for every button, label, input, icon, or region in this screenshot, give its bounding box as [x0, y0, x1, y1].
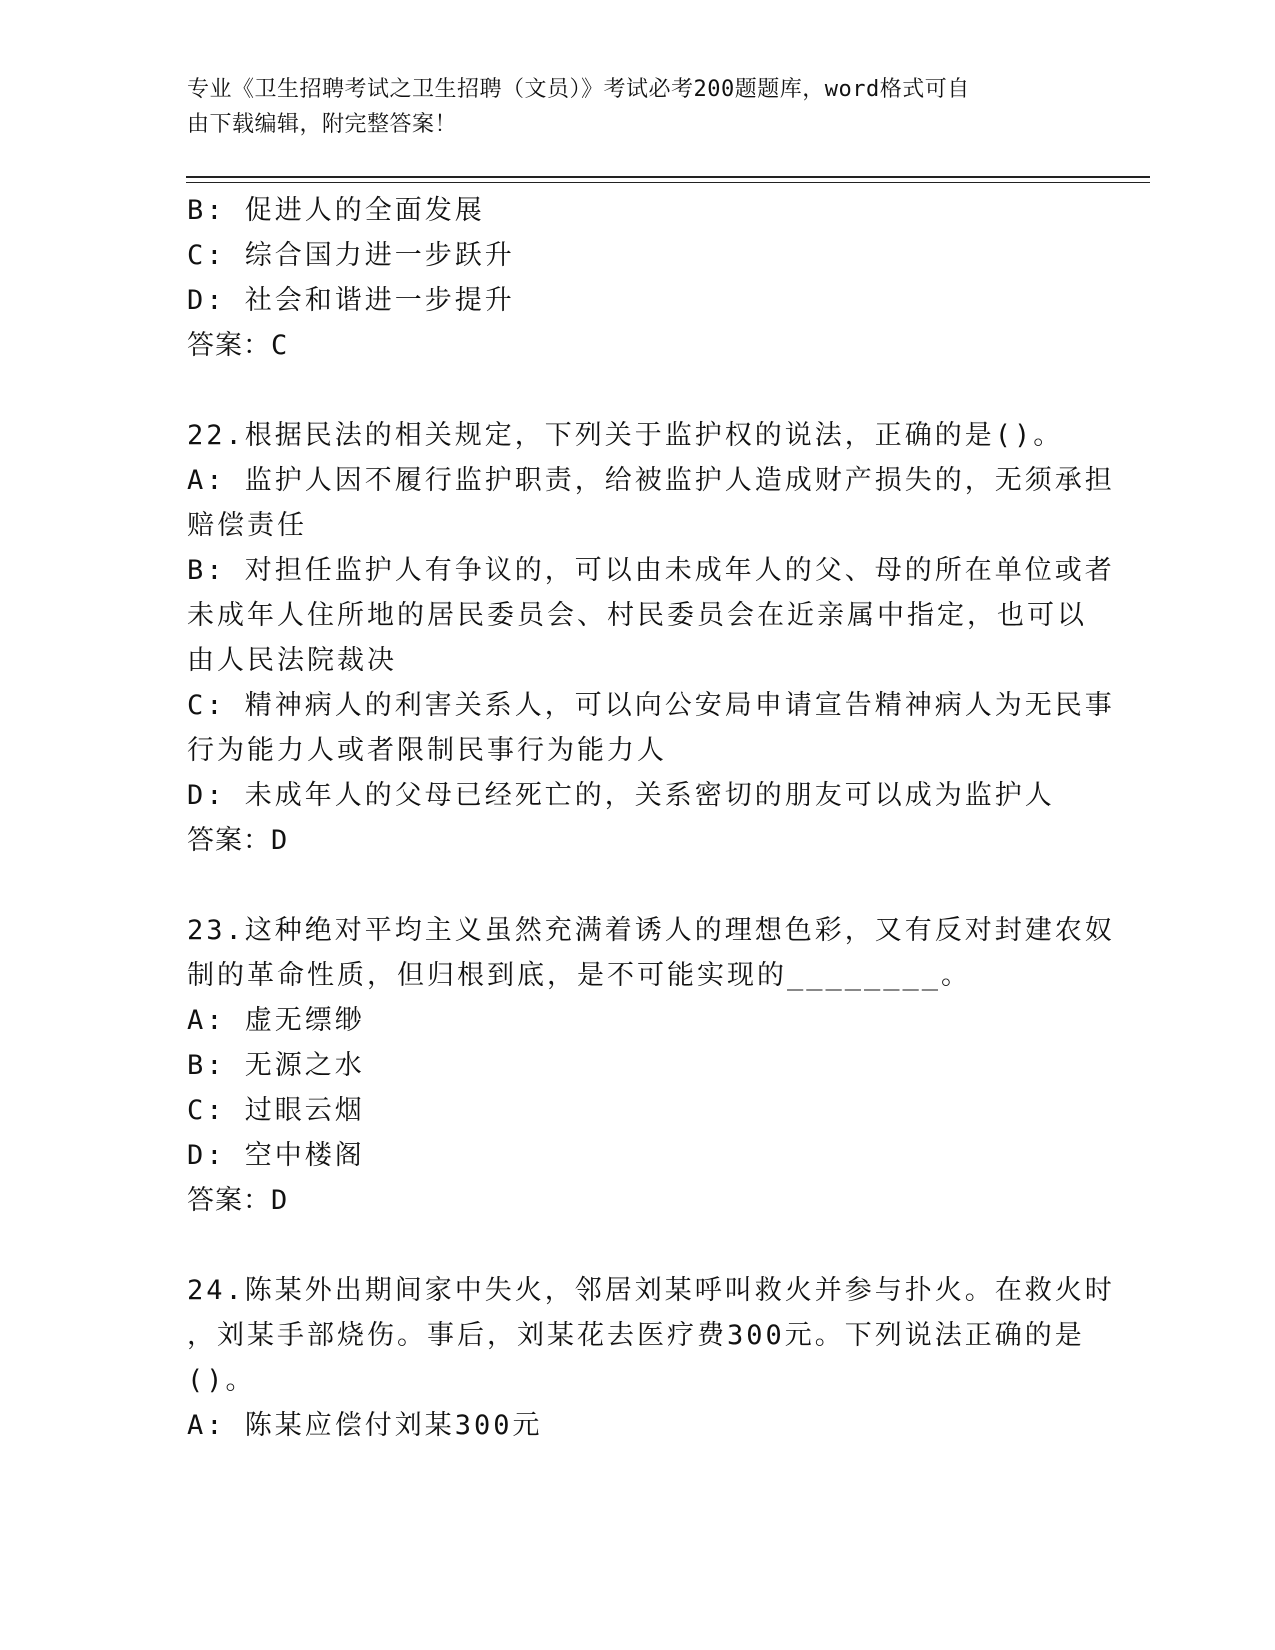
question-stem-cont: ，刘某手部烧伤。事后，刘某花去医疗费300元。下列说法正确的是 [187, 1320, 1085, 1351]
option-a: A: 虚无缥缈 [187, 1005, 365, 1036]
answer: 答案：D [187, 1185, 289, 1216]
header-line-1: 专业《卫生招聘考试之卫生招聘（文员）》考试必考200题题库，word格式可自 [187, 77, 970, 102]
option-b: B: 无源之水 [187, 1050, 365, 1081]
answer: 答案：D [187, 825, 289, 856]
option-b: B: 对担任监护人有争议的，可以由未成年人的父、母的所在单位或者 [187, 555, 1115, 586]
question-23 [187, 908, 1115, 1223]
question-24 [187, 1268, 1115, 1448]
header-divider-thin [186, 182, 1150, 183]
option-c: C: 精神病人的利害关系人，可以向公安局申请宣告精神病人为无民事 [187, 690, 1115, 721]
question-stem: 24.陈某外出期间家中失火，邻居刘某呼叫救火并参与扑火。在救火时 [187, 1275, 1115, 1306]
option-b: B: 促进人的全面发展 [187, 195, 485, 226]
question-stem-cont: 制的革命性质，但归根到底，是不可能实现的________。 [187, 960, 972, 991]
option-a: A: 监护人因不履行监护职责，给被监护人造成财产损失的，无须承担 [187, 465, 1115, 496]
option-b-cont: 未成年人住所地的居民委员会、村民委员会在近亲属中指定，也可以 [187, 600, 1087, 631]
option-a-cont: 赔偿责任 [187, 510, 307, 541]
question-stem: 22.根据民法的相关规定，下列关于监护权的说法，正确的是()。 [187, 420, 1064, 451]
question-21-tail [187, 188, 1067, 368]
document-header [187, 72, 1067, 142]
question-stem-cont: ()。 [187, 1365, 256, 1396]
option-d: D: 未成年人的父母已经死亡的，关系密切的朋友可以成为监护人 [187, 780, 1055, 811]
answer: 答案：C [187, 330, 289, 361]
question-list [187, 188, 1115, 1448]
option-d: D: 社会和谐进一步提升 [187, 285, 515, 316]
option-c: C: 过眼云烟 [187, 1095, 365, 1126]
option-d: D: 空中楼阁 [187, 1140, 365, 1171]
option-c-cont: 行为能力人或者限制民事行为能力人 [187, 735, 667, 766]
option-b-cont: 由人民法院裁决 [187, 645, 397, 676]
option-a: A: 陈某应偿付刘某300元 [187, 1410, 543, 1441]
question-stem: 23.这种绝对平均主义虽然充满着诱人的理想色彩，又有反对封建农奴 [187, 915, 1115, 946]
option-c: C: 综合国力进一步跃升 [187, 240, 515, 271]
header-divider-thick [186, 176, 1150, 178]
question-22 [187, 413, 1115, 863]
header-line-2: 由下载编辑，附完整答案！ [187, 112, 458, 137]
